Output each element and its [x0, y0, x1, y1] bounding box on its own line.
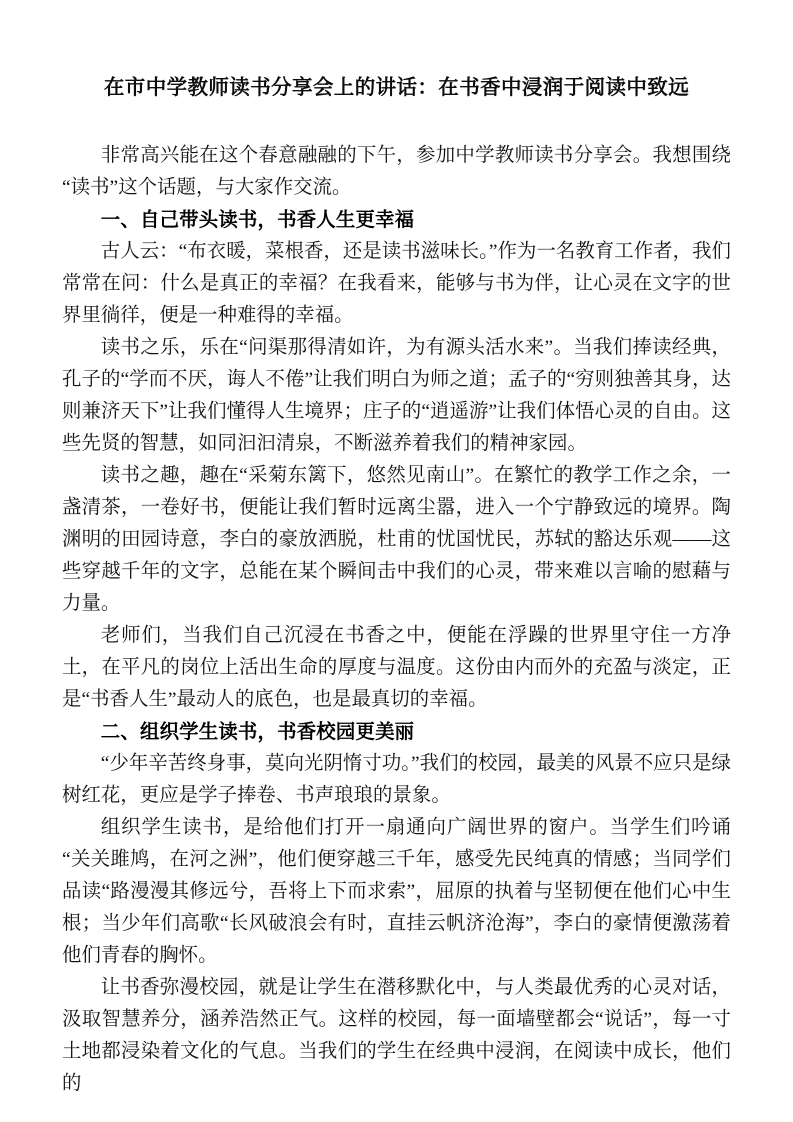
body-paragraph: 组织学生读书，是给他们打开一扇通向广阔世界的窗户。当学生们吟诵“关关雎鸠，在河之洲”，他们便穿越三千年，感受先民纯真的情感；当同学们品读“路漫漫其修远兮，吾将上下而求索”，屈原的执着与坚韧便在他们心中生根；当少年们高歌“长风破浪会有时，直挂云帆济沧海”，李白的豪情便激荡着他们青春的胸怀。: [62, 817, 731, 966]
body-paragraph: 读书之趣，趣在“采菊东篱下，悠然见南山”。在繁忙的教学工作之余，一盏清茶，一卷好书，便能让我们暂时远离尘嚣，进入一个宁静致远的境界。陶渊明的田园诗意，李白的豪放洒脱，杜甫的忧国忧民，苏轼的豁达乐观——这些穿越千年的文字，总能在某个瞬间击中我们的心灵，带来难以言喻的慰藉与力量。: [62, 465, 731, 614]
body-paragraph: 老师们，当我们自己沉浸在书香之中，便能在浮躁的世界里守住一方净土，在平凡的岗位上活出生命的厚度与温度。这份由内而外的充盈与淡定，正是“书香人生”最动人的底色，也是最真切的幸福。: [62, 625, 731, 710]
body-paragraph: 古人云：“布衣暖，菜根香，还是读书滋味长。”作为一名教育工作者，我们常常在问：什么是真正的幸福？在我看来，能够与书为伴，让心灵在文字的世界里徜徉，便是一种难得的幸福。: [62, 241, 731, 326]
body-paragraph: 让书香弥漫校园，就是让学生在潜移默化中，与人类最优秀的心灵对话，汲取智慧养分，涵养浩然正气。这样的校园，每一面墙壁都会“说话”，每一寸土地都浸染着文化的气息。当我们的学生在经典中浸润，在阅读中成长，他们的: [62, 977, 731, 1094]
section-heading: 二、组织学生读书，书香校园更美丽: [100, 721, 415, 743]
body-paragraph: “少年辛苦终身事，莫向光阴惰寸功。”我们的校园，最美的风景不应只是绿树红花，更应是学子捧卷、书声琅琅的景象。: [62, 753, 731, 806]
page-title: 在市中学教师读书分享会上的讲话：在书香中浸润于阅读中致远: [103, 77, 690, 99]
section-heading: 一、自己带头读书，书香人生更幸福: [100, 209, 415, 231]
body-paragraph: 读书之乐，乐在“问渠那得清如许，为有源头活水来”。当我们捧读经典，孔子的“学而不厌，诲人不倦”让我们明白为师之道；孟子的“穷则独善其身，达则兼济天下”让我们懂得人生境界；庄子的“逍遥游”让我们体悟心灵的自由。这些先贤的智慧，如同汩汩清泉，不断滋养着我们的精神家园。: [62, 337, 731, 454]
body-paragraph: 非常高兴能在这个春意融融的下午，参加中学教师读书分享会。我想围绕“读书”这个话题，与大家作交流。: [62, 145, 731, 198]
title-spacer: [62, 104, 731, 140]
document-body: [62, 72, 731, 1100]
document-blocks: [62, 140, 731, 1100]
